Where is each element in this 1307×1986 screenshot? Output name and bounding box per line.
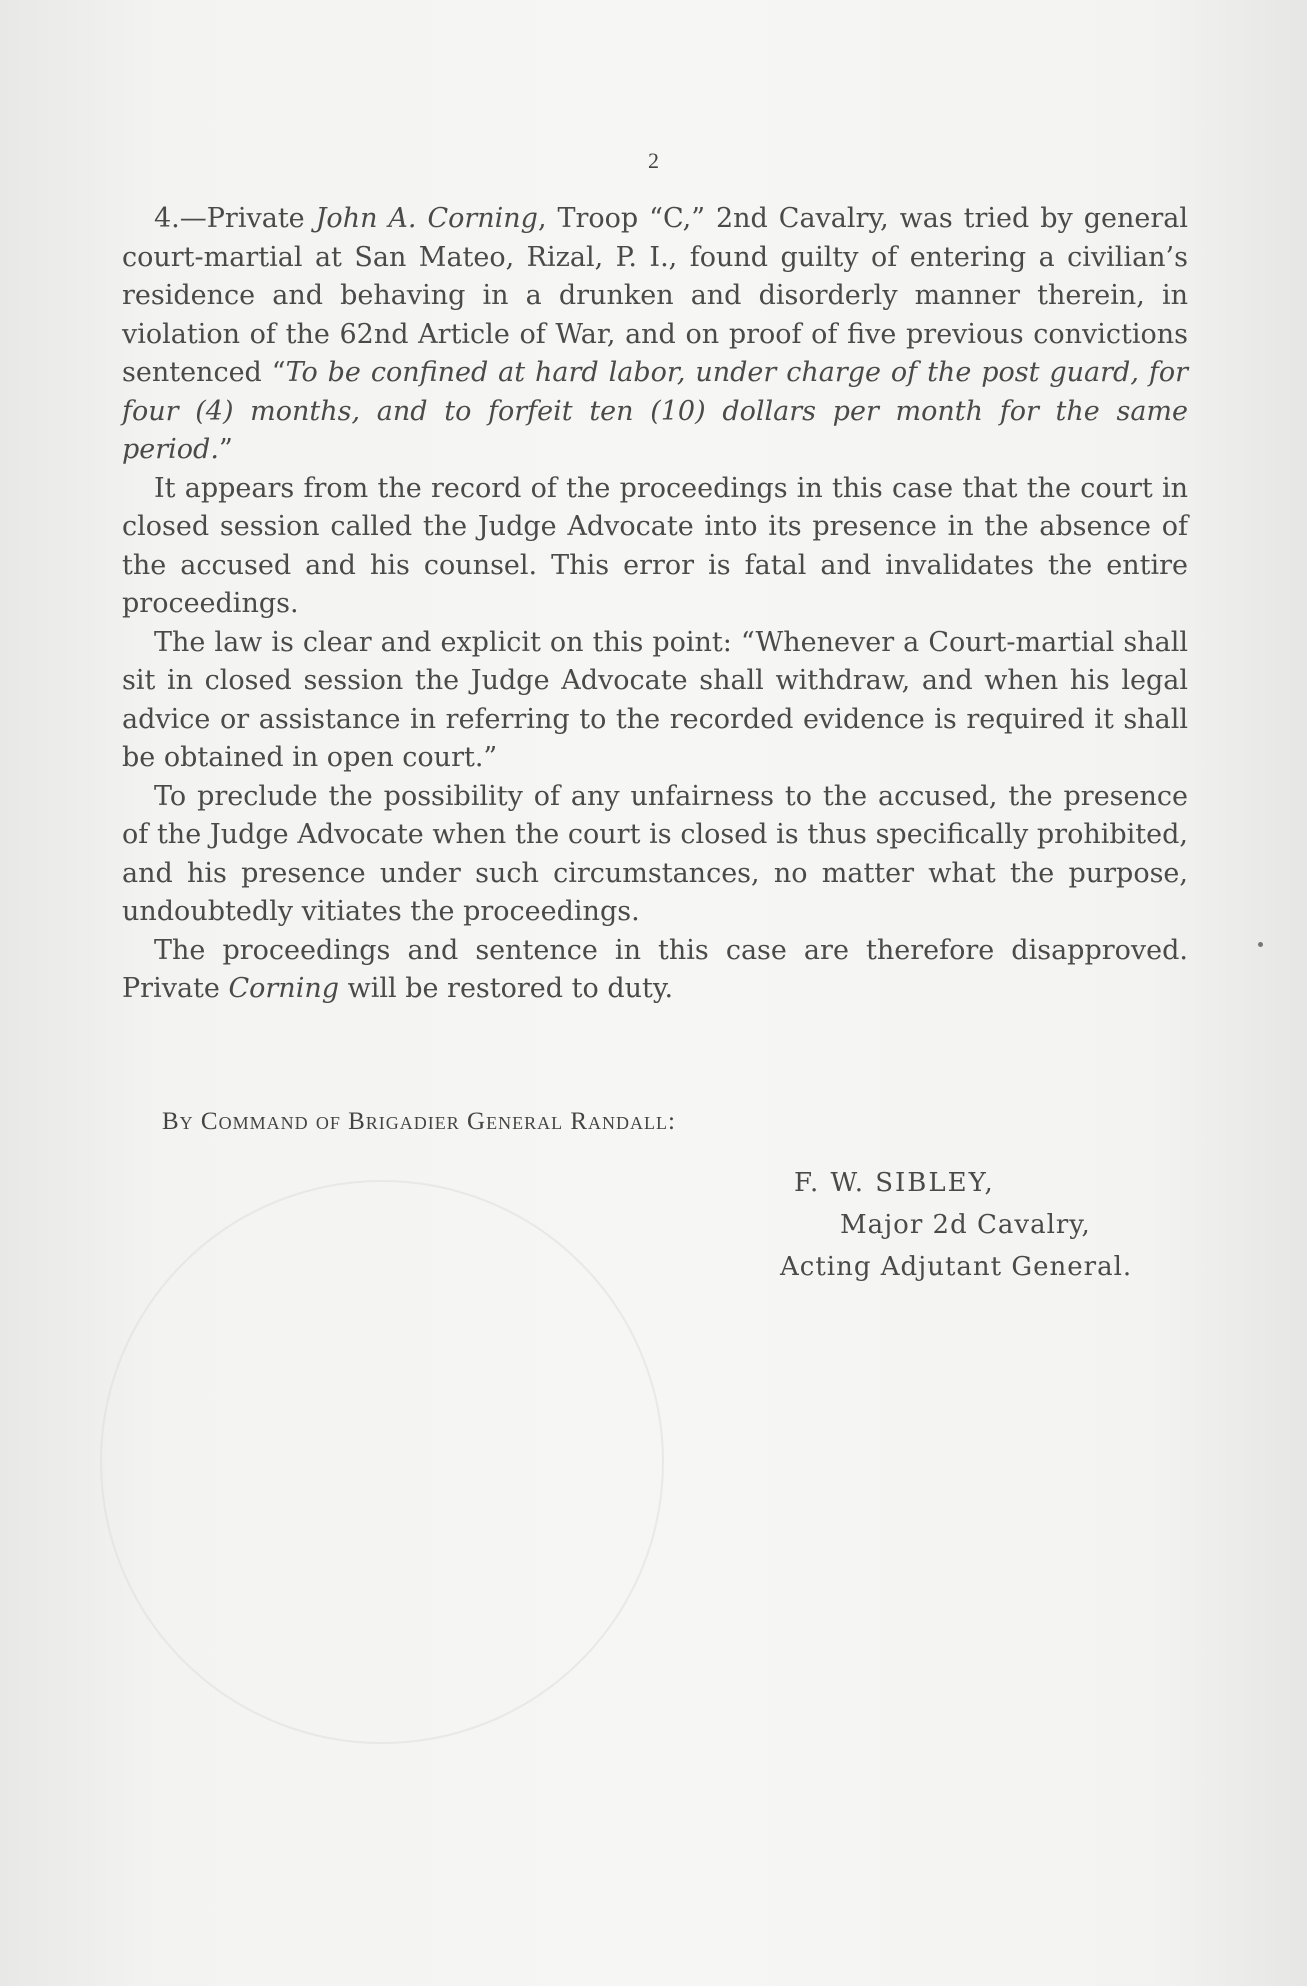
embossed-seal xyxy=(100,1180,664,1744)
margin-mark xyxy=(1258,942,1263,947)
signer-rank: Major 2d Cavalry, xyxy=(840,1210,1091,1240)
signature-block xyxy=(780,1162,1200,1288)
sentence-text: To be confined at hard labor, under charge of the post guard, for four (4) months, and to forfeit ten (10) dollars per month for the same period. xyxy=(122,357,1188,465)
paragraph-1: 4.—Private John A. Corning, Troop “C,” 2nd Cavalry, was tried by general court-martial at San Mateo, Rizal, P. I., found guilty of entering a civilian’s residence and behaving in a drunken and disorderly manner therein, in violation of the 62nd Article of War, and on proof of five previous convictions sentenced “To be confined at hard labor, under charge of the post guard, for four (4) months, and to forfeit ten (10) dollars per month for the same period.” xyxy=(122,203,1189,465)
paragraph-2: It appears from the record of the proceedings in this case that the court in closed session called the Judge Advocate into its presence in the absence of the accused and his counsel. This error is fatal and invalidates the entire proceedings. xyxy=(122,472,1188,619)
order-body xyxy=(122,200,1188,1009)
accused-surname: Corning xyxy=(228,973,340,1004)
paragraph-3: The law is clear and explicit on this point: “Whenever a Court-martial shall sit in closed session the Judge Advocate shall withdraw, and when his legal advice or assistance in referring to the recorded evidence is required it shall be obtained in open court.” xyxy=(122,626,1188,773)
signer-title: Acting Adjutant General. xyxy=(780,1252,1133,1282)
page-number: 2 xyxy=(648,148,659,173)
command-line: By Command of Brigadier General Randall: xyxy=(162,1108,676,1135)
signer-name: F. W. SIBLEY, xyxy=(794,1168,995,1198)
accused-name: John A. Corning xyxy=(315,203,538,234)
paragraph-5: The proceedings and sentence in this case are therefore disapproved. Private Corning will be restored to duty. xyxy=(122,934,1188,1004)
paragraph-4: To preclude the possibility of any unfairness to the accused, the presence of the Judge Advocate when the court is closed is thus specifically prohibited, and his presence under such circumstances, no matter what the purpose, undoubtedly vitiates the proceedings. xyxy=(122,780,1188,927)
